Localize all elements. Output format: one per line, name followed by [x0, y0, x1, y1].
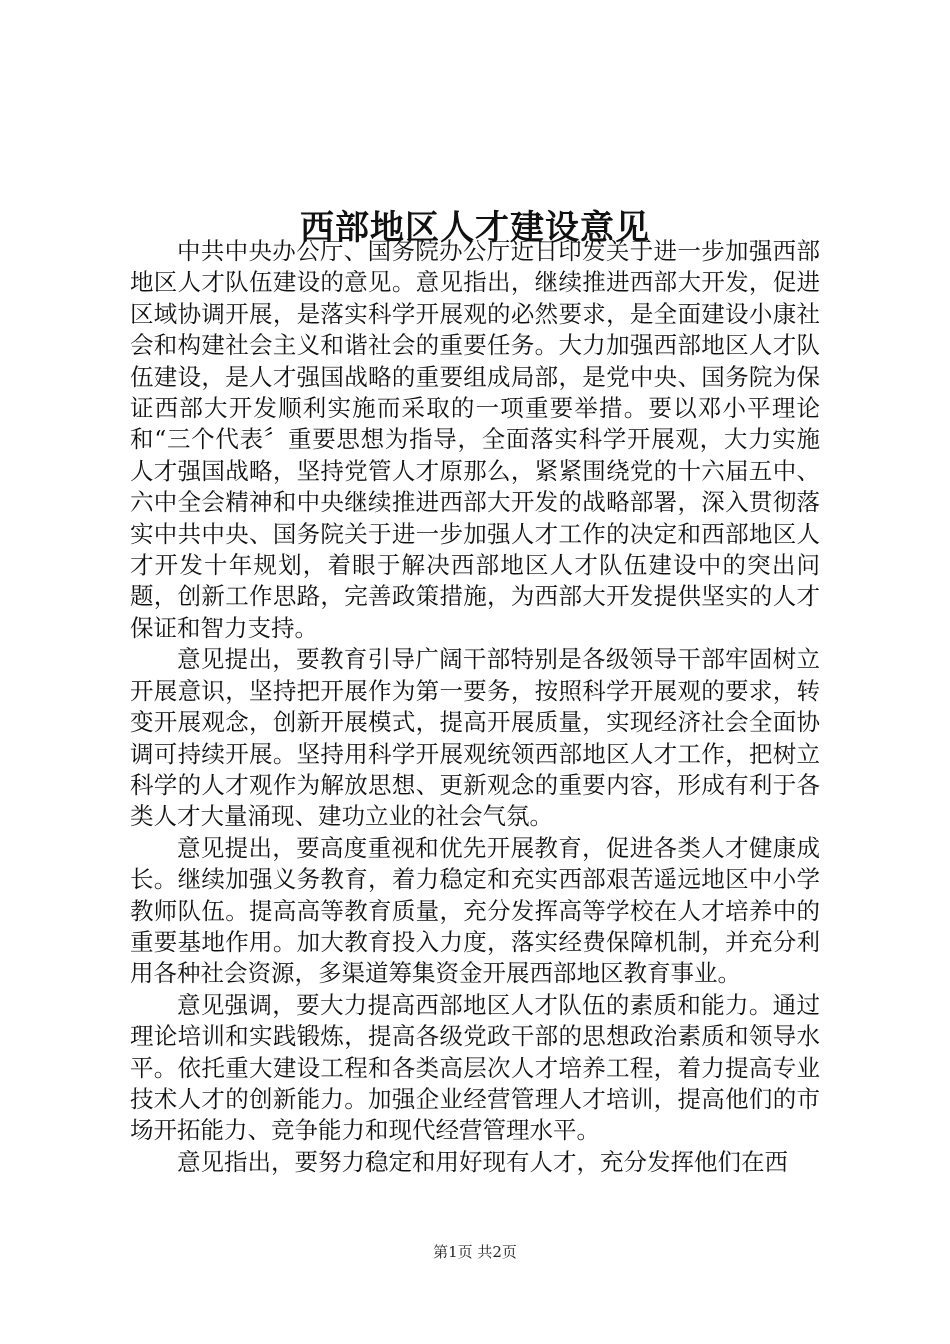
paragraph: 意见提出，要教育引导广阔干部特别是各级领导干部牢固树立开展意识，坚持把开展作为第一要务，按照科学开展观的要求，转变开展观念，创新开展模式，提高开展质量，实现经济社会全面协调可持续开展。坚持用科学开展观统领西部地区人才工作，把树立科学的人才观作为解放思想、更新观念的重要内容，形成有利于各类人才大量涌现、建功立业的社会气氛。	[130, 645, 820, 831]
document-body	[130, 236, 820, 1178]
page-number-footer: 第1页 共2页	[433, 1243, 517, 1261]
paragraph: 意见提出，要高度重视和优先开展教育，促进各类人才健康成长。继续加强义务教育，着力稳定和充实西部艰苦遥远地区中小学教师队伍。提高高等教育质量，充分发挥高等学校在人才培养中的重要基地作用。加大教育投入力度，落实经费保障机制，并充分利用各种社会资源，多渠道筹集资金开展西部地区教育事业。	[130, 833, 820, 988]
paragraph: 意见指出，要努力稳定和用好现有人才，充分发挥他们在西	[177, 1147, 788, 1176]
paragraph: 意见强调，要大力提高西部地区人才队伍的素质和能力。通过理论培训和实践锻炼，提高各级党政干部的思想政治素质和领导水平。依托重大建设工程和各类高层次人才培养工程，着力提高专业技术人才的创新能力。加强企业经营管理人才培训，提高他们的市场开拓能力、竞争能力和现代经营管理水平。	[130, 990, 820, 1145]
document-title: 西部地区人才建设意见	[300, 207, 650, 248]
paragraph: 中共中央办公厅、国务院办公厅近日印发关于进一步加强西部地区人才队伍建设的意见。意见指出，继续推进西部大开发，促进区域协调开展，是落实科学开展观的必然要求，是全面建设小康社会和构建社会主义和谐社会的重要任务。大力加强西部地区人才队伍建设，是人才强国战略的重要组成局部，是党中央、国务院为保证西部大开发顺利实施而采取的一项重要举措。要以邓小平理论和“三个代表〞重要思想为指导，全面落实科学开展观，大力实施人才强国战略，坚持党管人才原那么，紧紧围绕党的十六届五中、六中全会精神和中央继续推进西部大开发的战略部署，深入贯彻落实中共中央、国务院关于进一步加强人才工作的决定和西部地区人才开发十年规划，着眼于解决西部地区人才队伍建设中的突出问题，创新工作思路，完善政策措施，为西部大开发提供坚实的人才保证和智力支持。	[130, 237, 820, 642]
